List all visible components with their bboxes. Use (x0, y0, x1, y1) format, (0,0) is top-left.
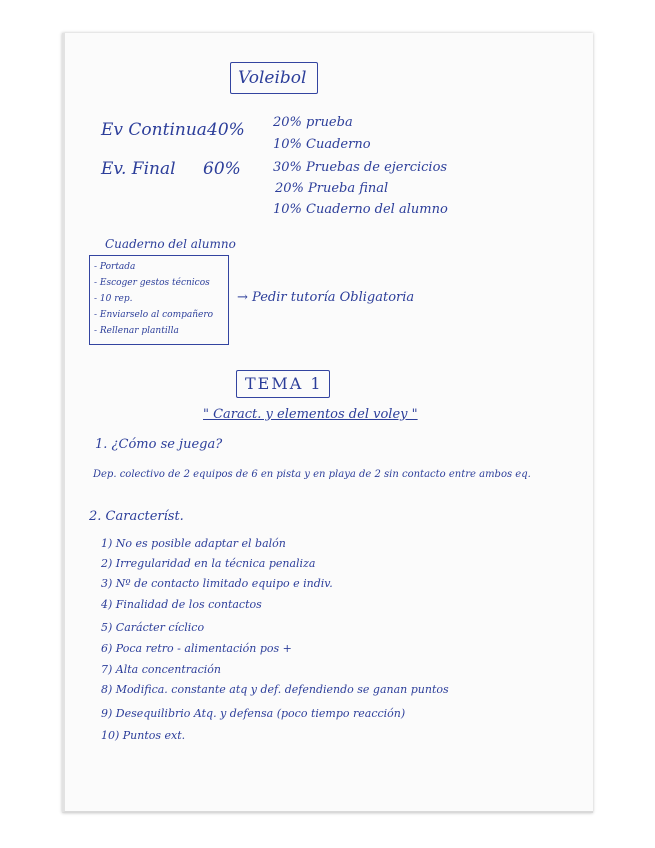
characteristic-item: 8) Modifica. constante atq y def. defendiendo se ganan puntos (101, 683, 449, 696)
notebook-heading: Cuaderno del alumno (105, 237, 236, 251)
notebook-item: - Enviarselo al compañero (94, 310, 214, 320)
paper-sheet (62, 33, 593, 813)
characteristic-item: 3) Nº de contacto limitado equipo e indiv. (101, 577, 333, 590)
notebook-item: - Rellenar plantilla (94, 326, 179, 336)
characteristic-item: 10) Puntos ext. (101, 729, 186, 742)
eval-item: 20% Prueba final (275, 181, 389, 196)
eval-item: 20% prueba (273, 115, 353, 130)
characteristic-item: 5) Carácter cíclico (101, 621, 205, 634)
characteristic-item: 7) Alta concentración (101, 663, 221, 676)
eval-continuous-pct: 40% (207, 120, 245, 140)
notebook-item: - Escoger gestos técnicos (94, 278, 210, 288)
eval-final-label: Ev. Final (101, 159, 176, 179)
characteristic-item: 6) Poca retro - alimentación pos + (101, 642, 292, 655)
characteristic-item: 9) Desequilibrio Atq. y defensa (poco tiempo reacción) (101, 707, 406, 720)
question-2: 2. Característ. (89, 509, 184, 524)
eval-item: 30% Pruebas de ejercicios (273, 160, 448, 175)
topic-subtitle: " Caract. y elementos del voley " (203, 407, 418, 422)
characteristic-item: 4) Finalidad de los contactos (101, 598, 262, 611)
question-1: 1. ¿Cómo se juega? (95, 437, 223, 452)
page-title: Voleibol (238, 68, 307, 88)
characteristic-item: 1) No es posible adaptar el balón (101, 537, 286, 550)
eval-continuous-label: Ev Continua (101, 120, 207, 140)
eval-item: 10% Cuaderno del alumno (273, 202, 448, 217)
eval-final-pct: 60% (203, 159, 241, 179)
eval-item: 10% Cuaderno (273, 137, 371, 152)
characteristic-item: 2) Irregularidad en la técnica penaliza (101, 557, 316, 570)
notebook-item: - 10 rep. (94, 294, 133, 304)
answer-1: Dep. colectivo de 2 equipos de 6 en pista y en playa de 2 sin contacto entre ambos eq. (93, 469, 531, 480)
notebook-item: - Portada (94, 262, 136, 272)
topic-title: TEMA 1 (245, 374, 323, 393)
notebook-arrow-note: → Pedir tutoría Obligatoria (237, 290, 415, 305)
notebook-box (89, 255, 229, 345)
